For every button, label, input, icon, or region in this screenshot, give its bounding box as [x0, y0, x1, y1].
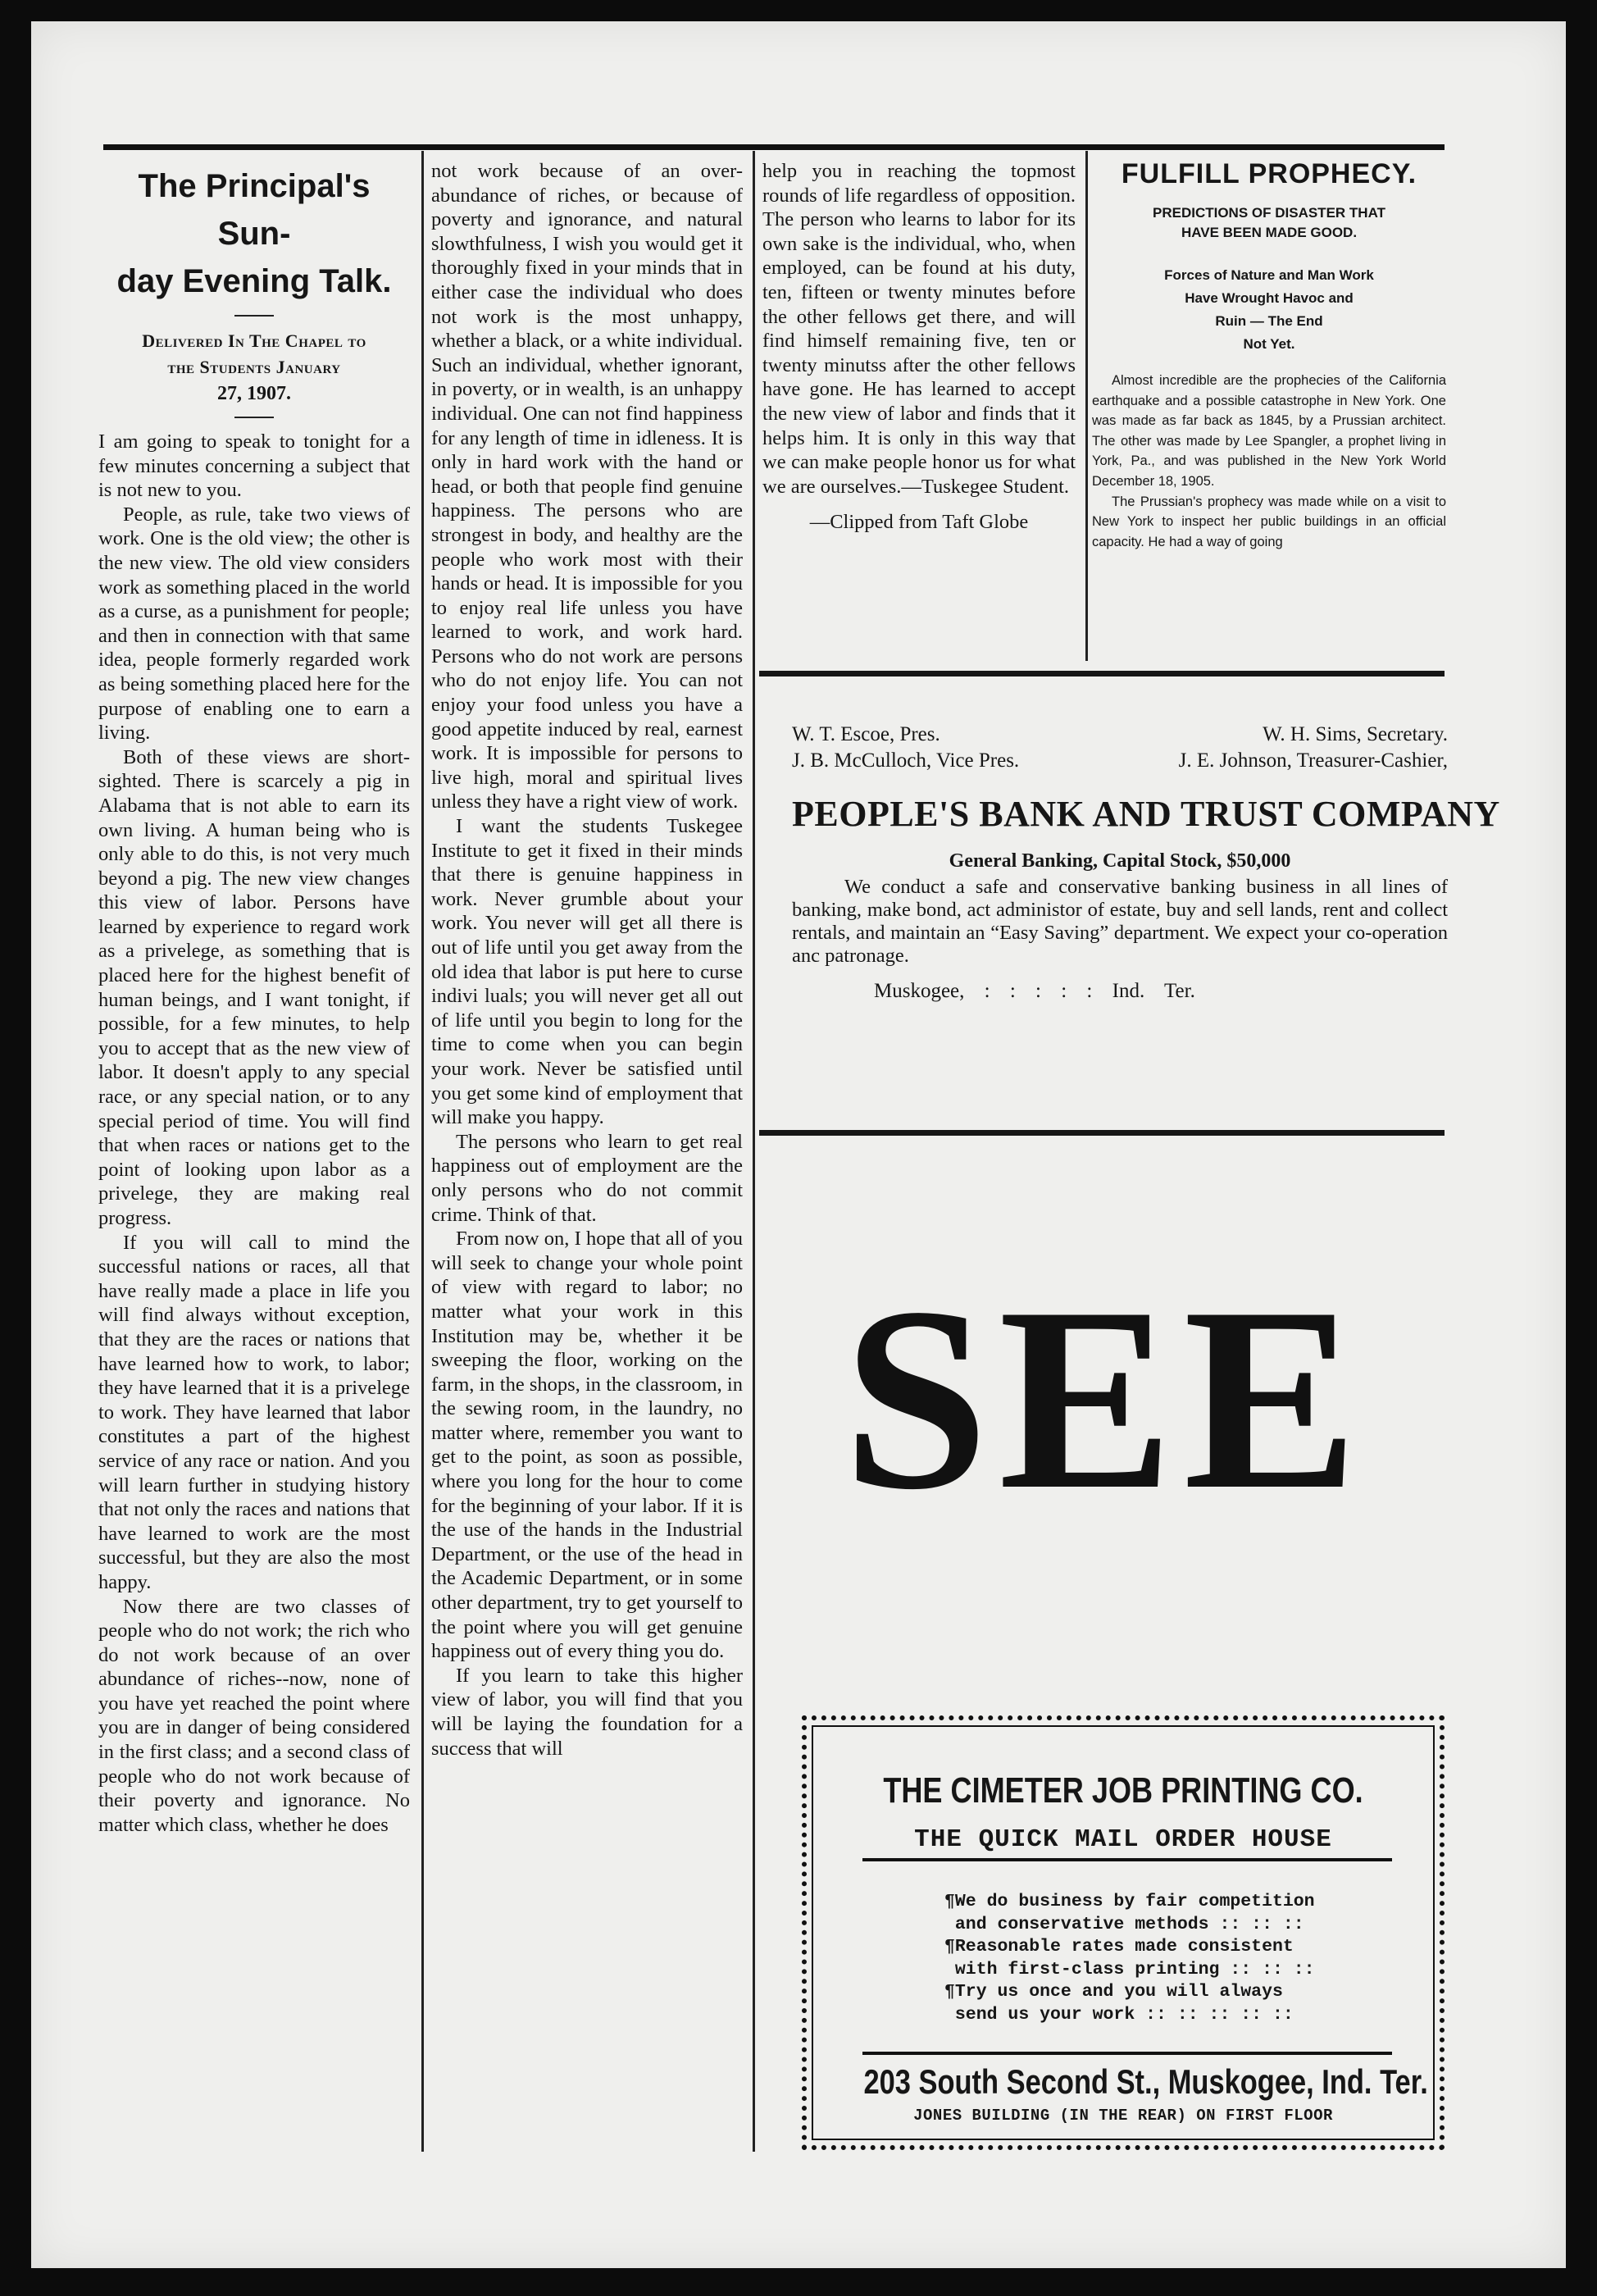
paragraph: Both of these views are short-sighted. There is scarcely a pig in Alabama that is not able to earn its own living. A human being who is only able to do this, is not very much beyond a pig. The new view changes this view of labor. Persons have learned by experience to regard work as a privelege, as something that is placed here for the highest benefit of human beings, and I want tonight, if possible, for a few minutes, to help you to accept that as the new view of labor. It doesn't apply to any special race, or any special nation, or to any special period of time. You will find that when races or nations get to the point of looking upon labor as a privelege, they are making real progress. — [98, 745, 410, 1229]
paragraph: I want the students Tuskegee Institute to get it fixed in their minds that there is genuine happiness in work. Never grumble about your work. You never will get all there is out of life until you get away from the old idea that labor is put here to curse indivi luals; you will never get all out of life until you begin to long for the time to come when you can begin your work. Never be satisfied until you get some kind of employment that will make you happy. — [431, 815, 743, 1129]
column-rule-1 — [421, 151, 424, 2152]
article-date: 27, 1907. — [217, 383, 291, 404]
bank-location: Muskogee, : : : : : Ind. Ter. — [874, 980, 1195, 1002]
bank-advertisement — [792, 722, 1500, 1005]
see-advertisement: SEE — [843, 1254, 1368, 1544]
clipped-credit: —Clipped from Taft Globe — [809, 511, 1029, 534]
claim-line: with first-class printing :: :: :: — [944, 1959, 1315, 1979]
article-column-1 — [98, 162, 410, 1837]
prophecy-title: FULFILL PROPHECY. — [1121, 158, 1417, 189]
top-rule — [103, 144, 1445, 150]
paragraph: From now on, I hope that all of you will seek to change your whole point of view with regard to labor; no matter what your work in this Institution may be, whether it be sweeping the floor, working on the farm, in the shops, in the classroom, in the sewing room, in the laundry, no matter where, remember you want to get to the point, as soon as possible, where you long for the hour to come for the beginning of your labor. If it is the use of the hands in the Industrial Department, or the use of the head in the Academic Department, or in some other department, try to get yourself to the point where you will get genuine happiness out of every thing you do. — [431, 1228, 743, 1663]
bank-officer: W. H. Sims, Secretary. — [1263, 723, 1448, 745]
article-title — [98, 162, 410, 305]
bank-officers — [792, 722, 1448, 774]
article-subtitle-line-2: the Students January — [167, 357, 341, 377]
paragraph: If you learn to take this higher view of labor, you will find that you will be laying the foundation for a success that will — [431, 1664, 743, 1760]
article-title-line-2: day Evening Talk. — [116, 263, 392, 299]
ad-rule — [862, 1858, 1392, 1861]
bank-name: PEOPLE'S BANK AND TRUST COMPANY — [792, 794, 1500, 834]
article-title-line-1: The Principal's Sun- — [138, 168, 371, 252]
prophecy-body — [1092, 371, 1446, 552]
bank-description: We conduct a safe and conservative banking business in all lines of banking, make bond, act administor of estate, buy and sell lands, rent and collect rentals, and maintain an “Easy Saving” department. We expect your co-operation anc patronage. — [792, 876, 1448, 967]
article-column-2 — [431, 159, 743, 1761]
article-subtitle-line-1: Delivered In The Chapel to — [142, 330, 366, 351]
printing-building: JONES BUILDING (IN THE REAR) ON FIRST FLOOR — [913, 2107, 1333, 2125]
bank-officer: J. E. Johnson, Treasurer-Cashier, — [1178, 749, 1448, 772]
paragraph: The Prussian's prophecy was made while on a visit to New York to inspect her public buildings in an official capacity. He had a way of going — [1092, 494, 1446, 549]
printing-company-name: THE CIMETER JOB PRINTING CO. — [883, 1770, 1363, 1811]
prophecy-deck-line-4: Not Yet. — [1243, 336, 1295, 352]
column-rule-3 — [1085, 151, 1088, 661]
printing-tagline: THE QUICK MAIL ORDER HOUSE — [914, 1825, 1332, 1854]
paragraph: not work because of an over-abundance of riches, or because of poverty and ignorance, and natural slowthfulness, I wish you would get it thoroughly fixed in your minds that in either case the individual who does not work is the most unhappy, whether a black, or a white individual. Such an individual, whether ignorant, in poverty, or in wealth, is an unhappy individual. One can not find happiness for any length of time in idleness. It is only in hard work with the hand or head, or both that people find genuine happiness. The persons who are strongest in body, and healthy are the people who work most with their hands or head. It is impossible for you to enjoy real life unless you have learned to work, and work hard. Persons who do not work are persons who do not enjoy life. You can not enjoy your food unless you have a good appetite induced by real, earnest work. It is impossible for persons to live high, moral and spiritual lives unless they have a right view of work. — [431, 160, 743, 813]
paragraph: If you will call to mind the successful nations or races, all that have really made a place in life you will find always without exception, that they are the races or nations that have learned how to work, to labor; they have learned that it is a privelege to work. They have learned that labor constitutes a part of the highest service of any race or nation. And you will learn further in studying history that not only the races and nations that have learned to work are the most successful, but they are also the most happy. — [98, 1231, 410, 1593]
ad-rule — [862, 2052, 1392, 2055]
newspaper-page — [31, 21, 1566, 2268]
bank-top-rule — [759, 671, 1445, 676]
prophecy-subtitle-line-2: HAVE BEEN MADE GOOD. — [1181, 225, 1358, 240]
claim-line: ¶We do business by fair competition — [944, 1892, 1315, 1911]
title-divider — [234, 315, 274, 317]
bank-officer: J. B. McCulloch, Vice Pres. — [792, 749, 1020, 772]
paragraph: I am going to speak to tonight for a few minutes concerning a subject that is not new to you. — [98, 430, 410, 502]
bank-officer: W. T. Escoe, Pres. — [792, 723, 940, 745]
prophecy-column — [1092, 156, 1446, 552]
bank-capital: General Banking, Capital Stock, $50,000 — [949, 850, 1291, 872]
paragraph: Almost incredible are the prophecies of the California earthquake and a possible catastrophe in New York. One was made as far back as 1845, by a Prussian architect. The other was made by Lee Spangler, a prophet living in York, Pa., and was published in the New York World December 18, 1905. — [1092, 373, 1446, 489]
article-column-3 — [762, 159, 1076, 535]
claim-line: ¶Reasonable rates made consistent — [944, 1937, 1294, 1957]
paragraph: The persons who learn to get real happiness out of employment are the only persons who do not commit crime. Think of that. — [431, 1130, 743, 1226]
printing-address: 203 South Second St., Muskogee, Ind. Ter. — [863, 2062, 1428, 2101]
claim-line: ¶Try us once and you will always — [944, 1982, 1283, 2002]
prophecy-deck-line-1: Forces of Nature and Man Work — [1164, 267, 1374, 283]
date-divider — [234, 417, 274, 418]
paragraph: Now there are two classes of people who do not work; the rich who do not work because of an over abundance of riches--now, none of you have yet reached the point where you are in danger of being considered in the first class; and a second class of people who do not work because of their poverty and ignorance. No matter which class, whether he does — [98, 1595, 410, 1836]
prophecy-deck-line-2: Have Wrought Havoc and — [1185, 290, 1354, 306]
paragraph: People, as rule, take two views of work. One is the old view; the other is the new view. The old view considers work as something placed in the world as a curse, as a punishment for people; and then in connection with that same idea, people formerly regarded work as being something placed here for the purpose of enabling one to earn a living. — [98, 503, 410, 745]
column-rule-2 — [753, 151, 755, 2152]
prophecy-subtitle-line-1: PREDICTIONS OF DISASTER THAT — [1153, 205, 1385, 221]
printing-claims — [944, 1891, 1315, 2026]
claim-line: and conservative methods :: :: :: — [944, 1914, 1304, 1934]
bank-bottom-rule — [759, 1130, 1445, 1136]
paragraph: help you in reaching the topmost rounds of life regardless of opposition. The person who learns to labor for its own sake is the individual, who, when employed, can be found at his duty, ten, fifteen or twenty minutes before the other fellows get there, and will find himself remaining five, ten or twenty minutss after the other fellows have gone. He has learned to accept the new view of labor and finds that it helps him. It is only in this way that we can make people honor us for what we are ourselves.—Tuskegee Student. — [762, 160, 1076, 498]
claim-line: send us your work :: :: :: :: :: — [944, 2004, 1294, 2025]
printing-advertisement — [802, 1715, 1445, 2150]
prophecy-deck-line-3: Ruin — The End — [1215, 313, 1323, 329]
